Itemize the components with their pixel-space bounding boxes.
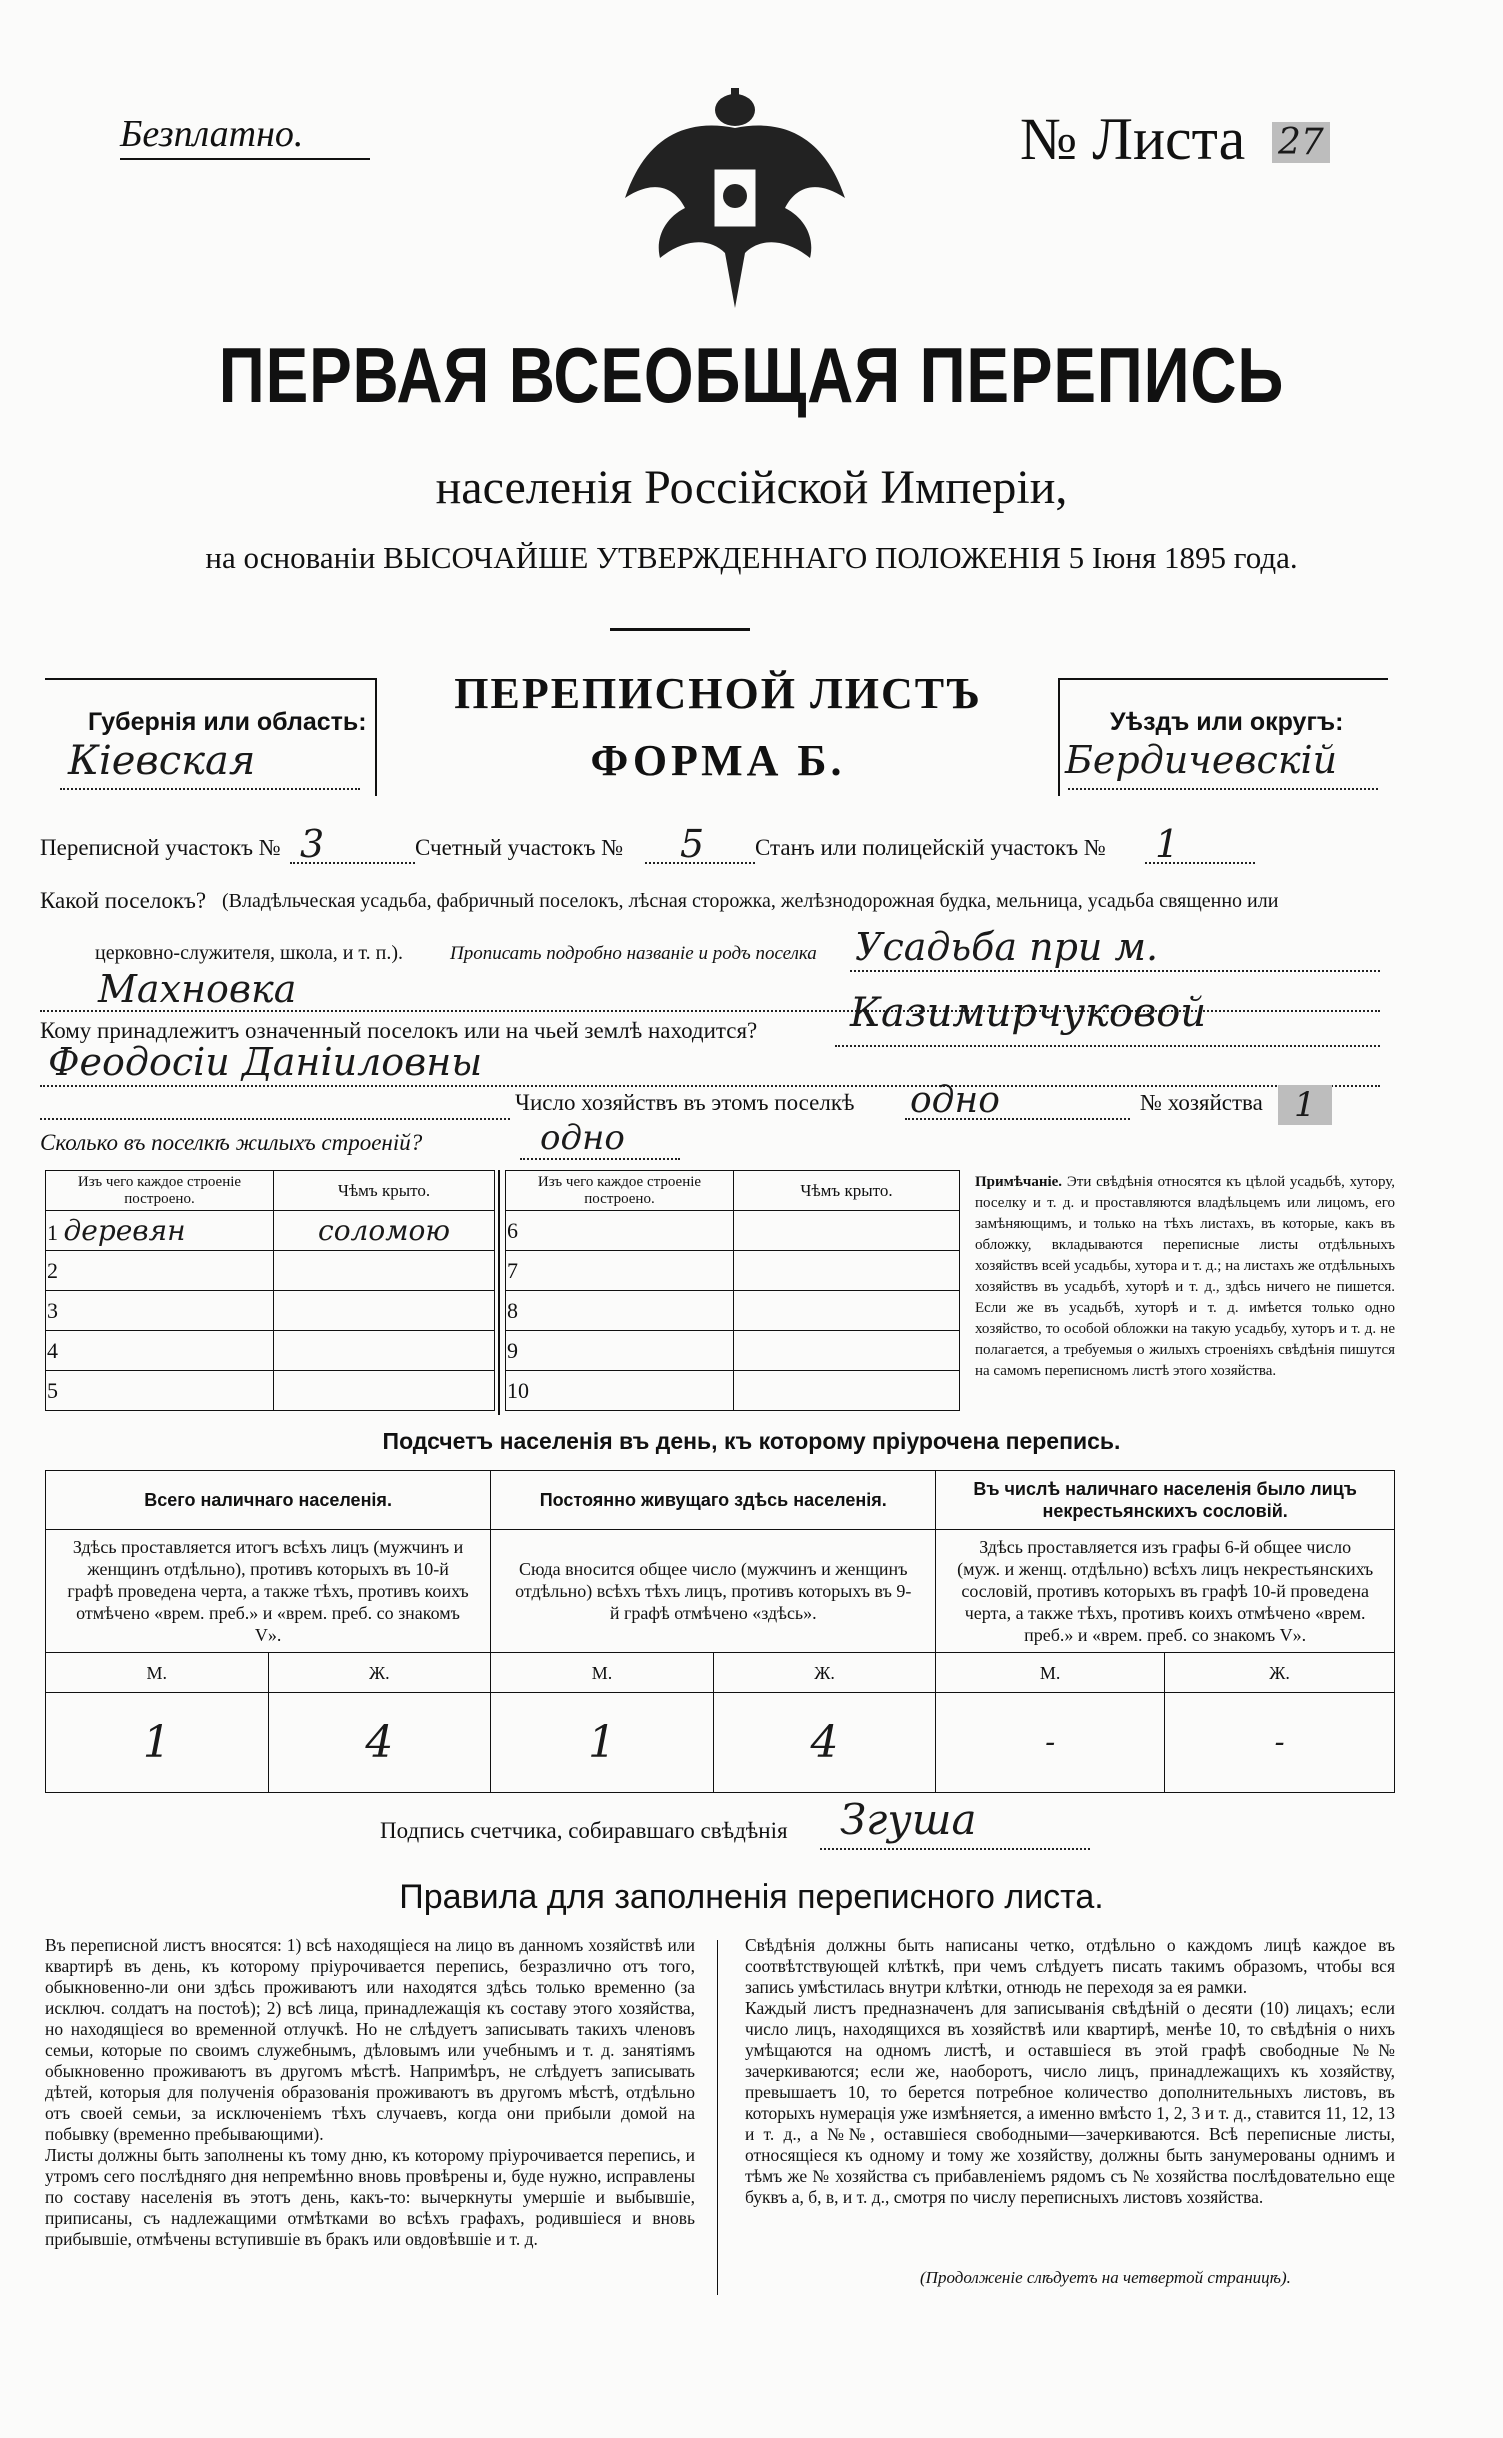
gubernia-label: Губернія или область: bbox=[88, 708, 367, 736]
female-label: Ж. bbox=[1165, 1653, 1395, 1693]
settlement-value-1: Усадьба при м. bbox=[855, 925, 1159, 969]
double-headed-eagle-icon bbox=[615, 88, 855, 318]
free-label: Безплатно. bbox=[120, 113, 304, 155]
owner-value-1: Казимирчуковой bbox=[850, 990, 1207, 1036]
rules-continued: (Продолженіе слѣдуетъ на четвертой страницѣ). bbox=[920, 2268, 1291, 2287]
total-female-value: 4 bbox=[268, 1693, 491, 1793]
permanent-female-value: 4 bbox=[713, 1693, 936, 1793]
buildings-table-left bbox=[45, 1170, 495, 1411]
roof-header: Чѣмъ крыто. bbox=[734, 1171, 960, 1211]
count-title: Подсчетъ населенія въ день, къ которому пріурочена перепись. bbox=[382, 1428, 1121, 1454]
buildings-label: Сколько въ поселкѣ жилыхъ строеній? bbox=[40, 1130, 423, 1155]
sheet-number-value: 27 bbox=[1272, 122, 1330, 163]
rules-right-column: Свѣдѣнія должны быть написаны четко, отдѣльно о каждомъ лицѣ каждое въ соотвѣтствующей клѣткѣ, при чемъ слѣдуетъ писать такимъ образомъ, чтобы вся запись умѣстилась внутри клѣтки, отнюдь не переходя за ея рамки. Каждый листъ предназначенъ для записыванія свѣдѣній о десяти (10) лицахъ; если число лицъ, находящихся въ хозяйствѣ или квартирѣ, менѣе 10, то свѣдѣнія о нихъ умѣщаются на одномъ листѣ, и оставшіеся въ этой графѣ свободные №№ зачеркиваются; если же, наоборотъ, число лицъ, принадлежащихъ къ хозяйству, превышаетъ 10, то берется потребное количество дополнительныхъ листовъ, въ которыхъ нумерація уже измѣняется, а именно вмѣсто 1, 2, 3 и т. д., ставится 11, 12, 13 и т. д., а №№, оставшіеся свободными—зачеркиваются. Всѣ переписные листы, относящіеся къ одному и тому же хозяйству, должны быть занумерованы однимъ и тѣмъ же № хозяйства съ прибавленіемъ рядомъ съ № хозяйства послѣдовательно еще буквъ а, б, в, и т. д., смотря по числу переписныхъ листовъ хозяйства. bbox=[745, 1935, 1395, 2207]
table-row: 9 bbox=[506, 1331, 960, 1371]
material-header: Изъ чего каждое строеніе построено. bbox=[506, 1171, 734, 1211]
sheet-title: ПЕРЕПИСНОЙ ЛИСТЪ bbox=[454, 669, 982, 718]
stan-value: 1 bbox=[1155, 822, 1180, 866]
household-number-value: 1 bbox=[1278, 1085, 1332, 1125]
permanent-header: Постоянно живущаго здѣсь населенія. bbox=[491, 1471, 936, 1530]
non-peasant-header: Въ числѣ наличнаго населенія было лицъ некрестьянскихъ сословій. bbox=[936, 1471, 1395, 1530]
settlement-label: Какой поселокъ? bbox=[40, 888, 207, 913]
census-district-value: 3 bbox=[300, 822, 325, 866]
uezd-value: Бердичевскій bbox=[1065, 738, 1338, 782]
permanent-male-value: 1 bbox=[491, 1693, 714, 1793]
note-text: Эти свѣдѣнія относятся къ цѣлой усадьбѣ, хутору, поселку и т. д. и проставляются владѣльцемъ или лицомъ, его замѣняющимъ, и только на тѣхъ листахъ, въ которые, какъ въ обложку, вкладываются переписные листы отдѣльныхъ хозяйствъ всей усадьбы, хутора и т. д.; на листахъ же отдѣльныхъ хозяйствъ въ усадьбѣ, хуторѣ и т. д., здѣсь ничего не пишется. Если же въ усадьбѣ, хуторѣ и т. д. имѣется только одно хозяйство, то особой обложки на такую усадьбу, хуторъ и т. д. не полагается, а требуемыя о жилыхъ строеніяхъ свѣдѣнія пишутся на самомъ переписномъ листѣ этого хозяйства. bbox=[975, 1174, 1396, 1379]
permanent-text: Сюда вносится общее число (мужчинъ и женщинъ отдѣльно) всѣхъ тѣхъ лицъ, противъ которыхъ въ 9-й графѣ отмѣчено «здѣсь». bbox=[491, 1530, 936, 1653]
signature-label: Подпись счетчика, собиравшаго свѣдѣнія bbox=[380, 1818, 788, 1843]
buildings-value: одно bbox=[540, 1118, 625, 1158]
signature-value: Згуша bbox=[840, 1795, 977, 1844]
table-row: 2 bbox=[46, 1251, 495, 1291]
counting-district-value: 5 bbox=[680, 822, 705, 866]
gubernia-value: Кіевская bbox=[68, 738, 256, 784]
sheet-number-label: № Листа bbox=[1020, 106, 1246, 172]
page-subtitle: населенія Россійской Имперіи, bbox=[435, 461, 1068, 514]
table-row: 7 bbox=[506, 1251, 960, 1291]
table-row: 1 деревян соломою bbox=[46, 1211, 495, 1251]
total-present-text: Здѣсь проставляется итогъ всѣхъ лицъ (мужчинъ и женщинъ отдѣльно), противъ которыхъ въ 10-й графѣ проведена черта, а также тѣхъ, противъ коихъ отмѣчено «врем. преб.» и «врем. преб. со знакомъ V». bbox=[46, 1530, 491, 1653]
buildings-table-right bbox=[505, 1170, 960, 1411]
uezd-label: Уѣздъ или округъ: bbox=[1110, 708, 1344, 736]
material-value: деревян bbox=[63, 1214, 186, 1247]
non-peasant-text: Здѣсь проставляется изъ графы 6-й общее число (муж. и женщ. отдѣльно) всѣхъ лицъ некрестьянскихъ сословій, противъ которыхъ въ графѣ 10-й проведена черта, а также тѣхъ, противъ коихъ отмѣчено «врем. преб.» и «врем. преб. со знакомъ V». bbox=[936, 1530, 1395, 1653]
note-title: Примѣчаніе. bbox=[975, 1174, 1063, 1190]
male-label: М. bbox=[46, 1653, 269, 1693]
household-number-label: № хозяйства bbox=[1140, 1090, 1263, 1115]
settlement-hint-3: Прописать подробно названіе и родъ поселка bbox=[450, 943, 817, 964]
non-peasant-male-value: - bbox=[936, 1693, 1165, 1793]
female-label: Ж. bbox=[713, 1653, 936, 1693]
male-label: М. bbox=[491, 1653, 714, 1693]
table-row: 8 bbox=[506, 1291, 960, 1331]
owner-value-2: Феодосіи Даніиловны bbox=[48, 1040, 483, 1084]
buildings-note bbox=[975, 1172, 1395, 1382]
form-name: ФОРМА Б. bbox=[590, 736, 846, 785]
census-district-label: Переписной участокъ № bbox=[40, 835, 281, 860]
counting-district-label: Счетный участокъ № bbox=[415, 835, 624, 860]
male-label: М. bbox=[936, 1653, 1165, 1693]
population-table bbox=[45, 1470, 1395, 1793]
table-row: 10 bbox=[506, 1371, 960, 1411]
female-label: Ж. bbox=[268, 1653, 491, 1693]
owner-label: Кому принадлежитъ означенный поселокъ или на чьей землѣ находится? bbox=[40, 1018, 758, 1043]
table-row: 4 bbox=[46, 1331, 495, 1371]
table-row: 5 bbox=[46, 1371, 495, 1411]
non-peasant-female-value: - bbox=[1165, 1693, 1395, 1793]
page-title: ПЕРВАЯ ВСЕОБЩАЯ ПЕРЕПИСЬ bbox=[218, 331, 1285, 419]
rules-left-column: Въ переписной листъ вносятся: 1) всѣ находящіеся на лицо въ данномъ хозяйствѣ или квартирѣ въ день, къ которому пріурочивается перепись, безразлично отъ того, обыкновенно-ли они здѣсь проживаютъ или находятся здѣсь только временно (за исключ. солдатъ на постоѣ); 2) всѣ лица, принадлежащія къ составу этого хозяйства, но находящіеся во временной отлучкѣ. Но не слѣдуетъ записывать такихъ членовъ семьи, которые по своимъ служебнымъ, дѣловымъ или учебнымъ и т. д. занятіямъ обыкновенно проживаютъ въ другомъ мѣстѣ. Напримѣръ, не слѣдуетъ записывать дѣтей, которыя для полученія образованія проживаютъ въ другомъ мѣстѣ, отдѣльно отъ своей семьи, за исключеніемъ тѣхъ случаевъ, когда они прибыли домой на побывку (временно пребывающими). Листы должны быть заполнены къ тому дню, къ которому пріурочивается перепись, и утромъ сего послѣдняго дня непремѣнно вновь провѣрены и, буде нужно, исправлены по составу населенія въ этотъ день, какъ-то: вычеркнуты умершіе и выбывшіе, приписаны, съ надлежащими отмѣтками во всѣхъ графахъ, родившіеся и вновь прибывшіе, отмѣчены вступившіе въ бракъ или овдовѣвшіе и т. д. bbox=[45, 1935, 695, 2249]
settlement-hint-2: церковно-служителя, школа, и т. п.). bbox=[95, 942, 403, 964]
stan-label: Станъ или полицейскій участокъ № bbox=[755, 835, 1106, 860]
households-label: Число хозяйствъ въ этомъ поселкѣ bbox=[515, 1090, 855, 1115]
total-present-header: Всего наличнаго населенія. bbox=[46, 1471, 491, 1530]
settlement-hint-1: (Владѣльческая усадьба, фабричный поселокъ, лѣсная сторожка, желѣзнодорожная будка, мельница, усадьба священно или bbox=[222, 890, 1279, 912]
roof-header: Чѣмъ крыто. bbox=[274, 1171, 495, 1211]
table-row: 3 bbox=[46, 1291, 495, 1331]
households-value: одно bbox=[910, 1080, 1000, 1121]
table-row: 6 bbox=[506, 1211, 960, 1251]
roof-value: соломою bbox=[274, 1211, 495, 1251]
total-male-value: 1 bbox=[46, 1693, 269, 1793]
page-basis: на основаніи ВЫСОЧАЙШЕ УТВЕРЖДЕННАГО ПОЛОЖЕНІЯ 5 Іюня 1895 года. bbox=[205, 540, 1298, 575]
settlement-value-2: Махновка bbox=[98, 967, 297, 1011]
rules-title: Правила для заполненія переписного листа. bbox=[399, 1878, 1104, 1916]
material-header: Изъ чего каждое строеніе построено. bbox=[46, 1171, 274, 1211]
